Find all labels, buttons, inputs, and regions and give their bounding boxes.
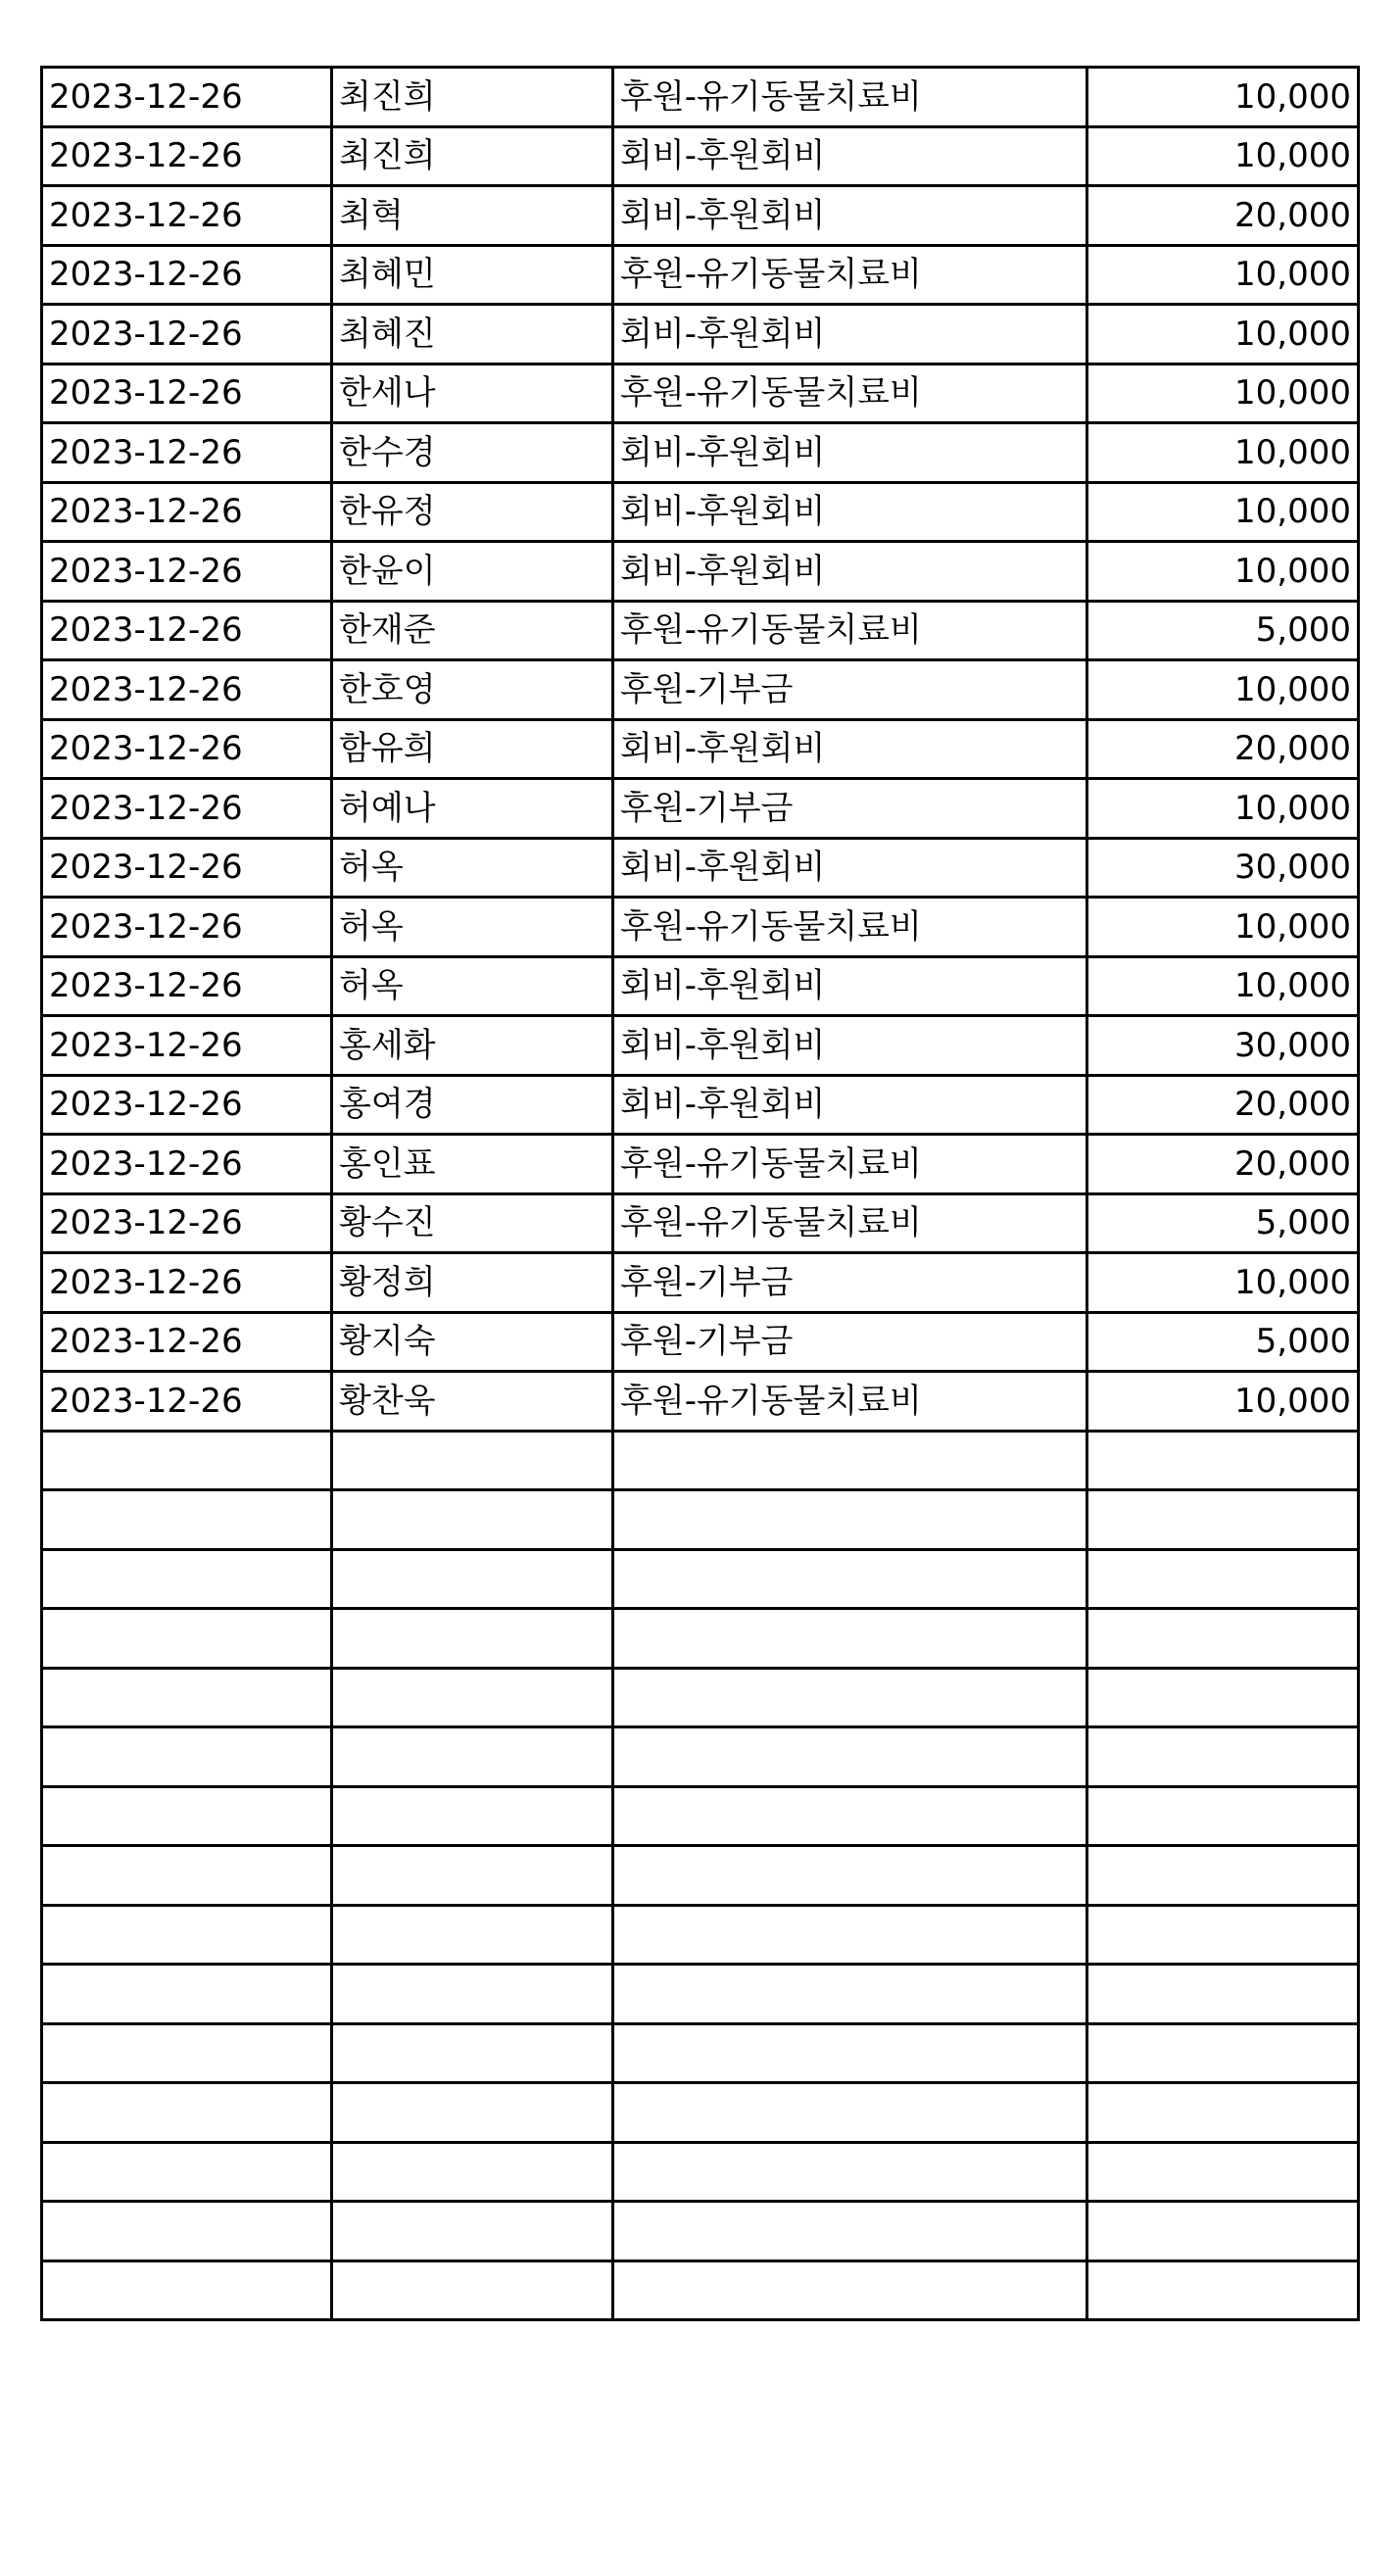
amount-cell: 20,000 [1087, 1075, 1359, 1135]
amount-cell: 20,000 [1087, 186, 1359, 246]
table-row [42, 1193, 1359, 1253]
table-row [42, 364, 1359, 423]
date-cell [42, 1965, 332, 2024]
date-cell [42, 2023, 332, 2083]
date-cell: 2023-12-26 [42, 1312, 332, 1372]
amount-cell [1087, 1490, 1359, 1550]
category-cell [613, 1549, 1087, 1609]
table-row [42, 1727, 1359, 1787]
donor-name-cell: 황지숙 [332, 1312, 613, 1372]
table-row [42, 186, 1359, 246]
donor-name-cell: 황수진 [332, 1193, 613, 1253]
donor-name-cell: 한수경 [332, 423, 613, 483]
donor-name-cell [332, 2142, 613, 2202]
ledger-body [42, 68, 1359, 2320]
donor-name-cell [332, 1965, 613, 2024]
donor-name-cell [332, 1786, 613, 1846]
table-row [42, 1490, 1359, 1550]
amount-cell [1087, 1965, 1359, 2024]
amount-cell: 10,000 [1087, 898, 1359, 957]
donor-name-cell: 한재준 [332, 601, 613, 660]
table-row [42, 1965, 1359, 2024]
table-row [42, 779, 1359, 839]
date-cell: 2023-12-26 [42, 482, 332, 542]
category-cell: 후원-유기동물치료비 [613, 898, 1087, 957]
date-cell: 2023-12-26 [42, 305, 332, 365]
donor-name-cell [332, 2083, 613, 2143]
category-cell: 회비-후원회비 [613, 423, 1087, 483]
amount-cell: 10,000 [1087, 779, 1359, 839]
donor-name-cell [332, 1490, 613, 1550]
date-cell: 2023-12-26 [42, 898, 332, 957]
category-cell: 후원-유기동물치료비 [613, 1135, 1087, 1194]
donor-name-cell [332, 1668, 613, 1727]
date-cell [42, 1490, 332, 1550]
table-row [42, 1786, 1359, 1846]
category-cell: 후원-유기동물치료비 [613, 1372, 1087, 1432]
date-cell [42, 1846, 332, 1906]
category-cell [613, 1431, 1087, 1490]
amount-cell: 5,000 [1087, 1312, 1359, 1372]
category-cell: 회비-후원회비 [613, 482, 1087, 542]
donor-name-cell: 허옥 [332, 956, 613, 1016]
date-cell: 2023-12-26 [42, 838, 332, 898]
date-cell: 2023-12-26 [42, 779, 332, 839]
amount-cell: 30,000 [1087, 838, 1359, 898]
amount-cell: 10,000 [1087, 482, 1359, 542]
amount-cell [1087, 2202, 1359, 2261]
amount-cell: 5,000 [1087, 601, 1359, 660]
donor-name-cell: 최진희 [332, 126, 613, 186]
category-cell: 후원-유기동물치료비 [613, 601, 1087, 660]
donor-name-cell [332, 2202, 613, 2261]
date-cell: 2023-12-26 [42, 245, 332, 305]
table-row [42, 68, 1359, 127]
date-cell [42, 2142, 332, 2202]
category-cell [613, 2023, 1087, 2083]
donor-name-cell [332, 2260, 613, 2320]
amount-cell: 20,000 [1087, 1135, 1359, 1194]
category-cell: 후원-유기동물치료비 [613, 364, 1087, 423]
category-cell: 회비-후원회비 [613, 838, 1087, 898]
date-cell: 2023-12-26 [42, 423, 332, 483]
table-row [42, 1431, 1359, 1490]
amount-cell [1087, 1668, 1359, 1727]
date-cell [42, 1905, 332, 1965]
table-row [42, 1075, 1359, 1135]
amount-cell: 20,000 [1087, 719, 1359, 779]
date-cell: 2023-12-26 [42, 1253, 332, 1313]
donor-name-cell: 함유희 [332, 719, 613, 779]
donor-name-cell: 황찬욱 [332, 1372, 613, 1432]
category-cell [613, 2202, 1087, 2261]
donor-name-cell: 최혜진 [332, 305, 613, 365]
date-cell [42, 1668, 332, 1727]
amount-cell [1087, 1609, 1359, 1669]
category-cell [613, 1965, 1087, 2024]
date-cell [42, 1609, 332, 1669]
category-cell: 후원-기부금 [613, 660, 1087, 720]
donor-name-cell: 한세나 [332, 364, 613, 423]
table-row [42, 1905, 1359, 1965]
category-cell [613, 1786, 1087, 1846]
date-cell: 2023-12-26 [42, 542, 332, 602]
donor-name-cell [332, 2023, 613, 2083]
category-cell [613, 1846, 1087, 1906]
date-cell [42, 2260, 332, 2320]
table-row [42, 2142, 1359, 2202]
date-cell: 2023-12-26 [42, 1075, 332, 1135]
table-row [42, 2202, 1359, 2261]
donor-name-cell: 한호영 [332, 660, 613, 720]
category-cell [613, 1609, 1087, 1669]
donor-name-cell: 허예나 [332, 779, 613, 839]
category-cell [613, 2260, 1087, 2320]
amount-cell [1087, 1431, 1359, 1490]
date-cell: 2023-12-26 [42, 601, 332, 660]
donor-name-cell: 허옥 [332, 838, 613, 898]
table-row [42, 838, 1359, 898]
table-row [42, 1609, 1359, 1669]
date-cell: 2023-12-26 [42, 126, 332, 186]
category-cell [613, 2083, 1087, 2143]
donor-name-cell [332, 1727, 613, 1787]
category-cell: 후원-유기동물치료비 [613, 245, 1087, 305]
amount-cell [1087, 2142, 1359, 2202]
category-cell: 회비-후원회비 [613, 126, 1087, 186]
category-cell: 후원-기부금 [613, 779, 1087, 839]
amount-cell: 10,000 [1087, 126, 1359, 186]
date-cell [42, 2202, 332, 2261]
date-cell: 2023-12-26 [42, 1193, 332, 1253]
category-cell: 회비-후원회비 [613, 1075, 1087, 1135]
table-row [42, 423, 1359, 483]
category-cell: 후원-유기동물치료비 [613, 1193, 1087, 1253]
table-row [42, 1253, 1359, 1313]
donor-name-cell [332, 1431, 613, 1490]
amount-cell: 10,000 [1087, 1253, 1359, 1313]
donor-name-cell: 홍여경 [332, 1075, 613, 1135]
amount-cell [1087, 2260, 1359, 2320]
category-cell: 후원-기부금 [613, 1253, 1087, 1313]
donor-name-cell: 최혁 [332, 186, 613, 246]
table-row [42, 1135, 1359, 1194]
amount-cell: 5,000 [1087, 1193, 1359, 1253]
date-cell: 2023-12-26 [42, 186, 332, 246]
amount-cell: 10,000 [1087, 542, 1359, 602]
date-cell [42, 1786, 332, 1846]
table-row [42, 956, 1359, 1016]
donor-name-cell: 허옥 [332, 898, 613, 957]
table-row [42, 2083, 1359, 2143]
amount-cell [1087, 1727, 1359, 1787]
date-cell: 2023-12-26 [42, 956, 332, 1016]
category-cell: 후원-기부금 [613, 1312, 1087, 1372]
table-row [42, 2260, 1359, 2320]
category-cell: 회비-후원회비 [613, 956, 1087, 1016]
amount-cell: 10,000 [1087, 68, 1359, 127]
date-cell [42, 1431, 332, 1490]
amount-cell: 10,000 [1087, 245, 1359, 305]
category-cell [613, 2142, 1087, 2202]
amount-cell [1087, 1905, 1359, 1965]
amount-cell [1087, 2083, 1359, 2143]
donor-name-cell [332, 1905, 613, 1965]
category-cell: 회비-후원회비 [613, 1016, 1087, 1076]
category-cell: 회비-후원회비 [613, 305, 1087, 365]
table-row [42, 542, 1359, 602]
table-row [42, 601, 1359, 660]
table-row [42, 660, 1359, 720]
date-cell: 2023-12-26 [42, 1372, 332, 1432]
table-row [42, 1846, 1359, 1906]
date-cell: 2023-12-26 [42, 719, 332, 779]
table-row [42, 719, 1359, 779]
table-row [42, 126, 1359, 186]
category-cell: 회비-후원회비 [613, 719, 1087, 779]
amount-cell: 10,000 [1087, 660, 1359, 720]
date-cell [42, 1727, 332, 1787]
table-row [42, 482, 1359, 542]
donor-name-cell [332, 1609, 613, 1669]
donor-name-cell: 한유정 [332, 482, 613, 542]
table-row [42, 1016, 1359, 1076]
date-cell [42, 1549, 332, 1609]
table-row [42, 305, 1359, 365]
amount-cell: 30,000 [1087, 1016, 1359, 1076]
amount-cell: 10,000 [1087, 305, 1359, 365]
category-cell [613, 1668, 1087, 1727]
table-row [42, 2023, 1359, 2083]
amount-cell [1087, 2023, 1359, 2083]
donor-name-cell [332, 1549, 613, 1609]
amount-cell: 10,000 [1087, 1372, 1359, 1432]
category-cell [613, 1727, 1087, 1787]
date-cell: 2023-12-26 [42, 68, 332, 127]
table-row [42, 1312, 1359, 1372]
date-cell [42, 2083, 332, 2143]
category-cell [613, 1905, 1087, 1965]
amount-cell: 10,000 [1087, 956, 1359, 1016]
table-row [42, 1372, 1359, 1432]
donation-ledger-table [40, 66, 1360, 2321]
category-cell: 회비-후원회비 [613, 186, 1087, 246]
date-cell: 2023-12-26 [42, 660, 332, 720]
date-cell: 2023-12-26 [42, 364, 332, 423]
amount-cell: 10,000 [1087, 364, 1359, 423]
amount-cell [1087, 1786, 1359, 1846]
donor-name-cell: 최혜민 [332, 245, 613, 305]
date-cell: 2023-12-26 [42, 1135, 332, 1194]
donor-name-cell: 황정희 [332, 1253, 613, 1313]
table-row [42, 1668, 1359, 1727]
table-row [42, 898, 1359, 957]
donor-name-cell: 최진희 [332, 68, 613, 127]
amount-cell: 10,000 [1087, 423, 1359, 483]
category-cell [613, 1490, 1087, 1550]
donor-name-cell: 홍인표 [332, 1135, 613, 1194]
table-row [42, 1549, 1359, 1609]
amount-cell [1087, 1549, 1359, 1609]
table-row [42, 245, 1359, 305]
date-cell: 2023-12-26 [42, 1016, 332, 1076]
category-cell: 후원-유기동물치료비 [613, 68, 1087, 127]
donor-name-cell: 홍세화 [332, 1016, 613, 1076]
donor-name-cell [332, 1846, 613, 1906]
amount-cell [1087, 1846, 1359, 1906]
category-cell: 회비-후원회비 [613, 542, 1087, 602]
donor-name-cell: 한윤이 [332, 542, 613, 602]
